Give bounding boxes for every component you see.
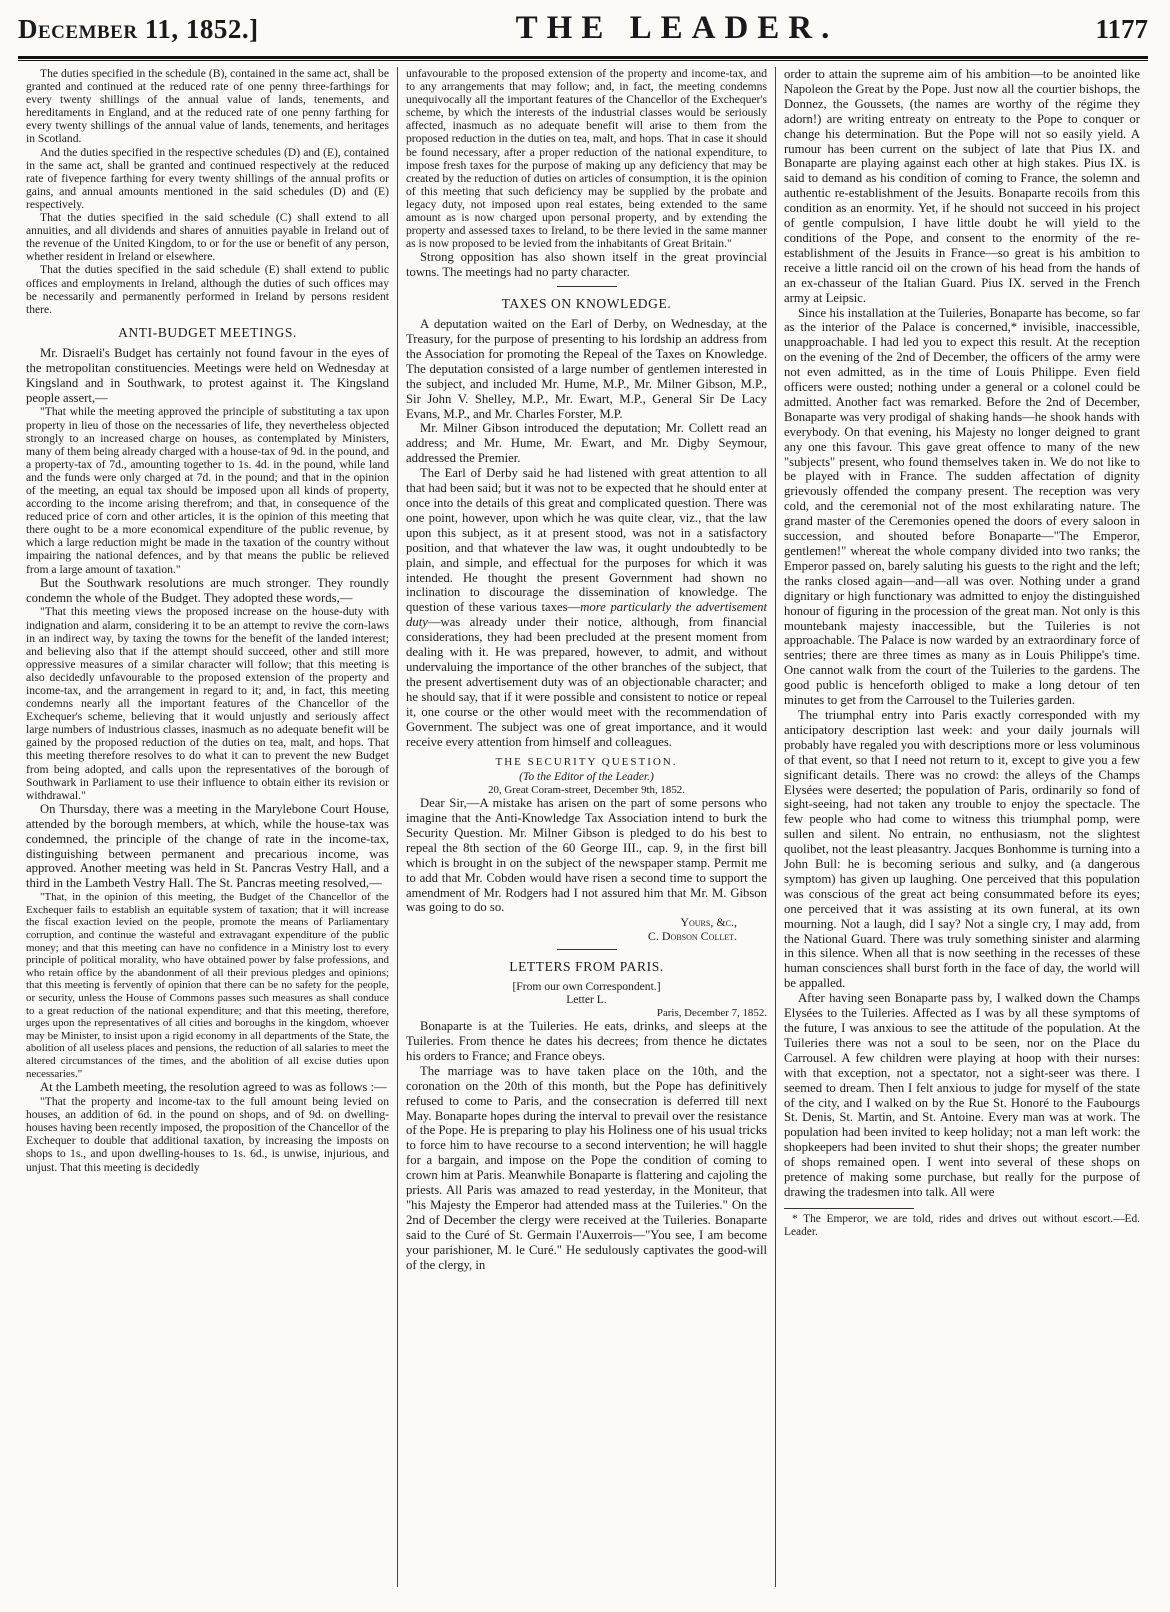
footnote-rule (784, 1208, 914, 1209)
paris-paragraph-2: The marriage was to have taken place on the 10th, and the coronation on the 20th of this month, but the Pope has definitively refused to come to Paris, and the consecration is deferred till next May. Bonaparte hopes during the interval to prevail over the resistance of the Pope. He is preparing to play his Holiness one of his usual tricks to force him to have recourse to a second intervention; he will haggle for a bargain, and impose on the Pope the condition of coming to crown him at Paris. Meanwhile Bonaparte is flattering and cajoling the priests. All Paris was amazed to read yesterday, in the Moniteur, that "his Majesty the Emperor had attended mass at the Tuileries." On the 2nd of December the clergy were received at the Tuileries. Bonaparte said to the Curé of St. Germain l'Auxerrois—"You see, I am become your parishioner, M. le Curé." He sedulously captivates the good-will of the clergy, in (406, 1063, 767, 1272)
column-3 (776, 67, 1148, 1587)
anti-budget-intro: Mr. Disraeli's Budget has certainly not found favour in the eyes of the metropolitan constituencies. Meetings were held on Wednesday at Kingsland and in Southwark, to protest against it. The Kingsland people assert,— (26, 345, 389, 405)
lambeth-intro: At the Lambeth meeting, the resolution agreed to was as follows :— (40, 1080, 387, 1095)
deputation-paragraph: A deputation waited on the Earl of Derby, on Wednesday, at the Treasury, for the purpose of presenting to his lordship an address from the Association for promoting the Repeal of the Taxes on Knowledge. The deputation consisted of a large number of gentlemen interested in the subject, and included Mr. Hume, M.P., Mr. Milner Gibson, M.P., Sir John V. Shelley, M.P., Mr. Ewart, M.P., General Sir De Lacy Evans, M.P., and Mr. Charles Forster, M.P. (406, 317, 767, 421)
budget-schedule-d-e: And the duties specified in the respective schedules (D) and (E), contained in the same act, shall be granted and continued respectively at the reduced rate of fivepence farthing for every twenty shillings of the annual profits or gains, and annual amounts mentioned in the said schedules (D) and (E) respectively. (26, 145, 389, 211)
heading-taxes-on-knowledge: TAXES ON KNOWLEDGE. (501, 296, 672, 312)
page-number: 1177 (1095, 14, 1148, 44)
footnote: * The Emperor, we are told, rides and drives out without escort.—Ed. Leader. (784, 1212, 1140, 1238)
section-rule-2 (557, 949, 617, 950)
milner-gibson-paragraph: Mr. Milner Gibson introduced the deputation; Mr. Collett read an address; and Mr. Hume, Mr. Ewart, and Mr. Digby Seymour, addressed the Premier. (406, 421, 767, 466)
masthead-rule-thick (18, 56, 1148, 59)
collet-letter: Dear Sir,—A mistake has arisen on the part of some persons who imagine that the Anti-Knowledge Tax Association intend to burk the Security Question. Mr. Milner Gibson is pledged to do his best to repeal the 8th section of the 60 George III., cap. 9, in the first bill which is brought in on the subject of the newspaper stamp. Permit me to add that Mr. Cobden would have risen a second time to support the amendment of Mr. Rodgers had I not assured him that Mr. M. Gibson was going to do so. (406, 796, 767, 915)
letter-closing: Yours, &c., (680, 915, 737, 930)
paris-dateline: Paris, December 7, 1852. (656, 1006, 767, 1019)
budget-schedule-c: That the duties specified in the said schedule (C) shall extend to all annuities, and all dividends and shares of annuities payable in Ireland out of the revenue of the United Kingdom, to or for the use or benefit of any person, whether resident in Ireland or elsewhere. (26, 211, 389, 264)
letter-number: Letter L. (566, 993, 607, 1007)
columns (18, 67, 1148, 1587)
kingsland-resolution: "That while the meeting approved the principle of substituting a tax upon property in lieu of those on the necessaries of life, they nevertheless objected strongly to an increased charge on houses, as contemplated by Ministers, many of them being already charged with a house-tax of 9d. in the pound, and a property-tax of 7d., amounting together to 1s. 4d. in the pound, while land and the funds were only charged at 7d. in the pound; and that in the opinion of the meeting, an equal tax should be imposed upon all kinds of property, according to the income arising therefrom; and that, in consequence of the reduced price of corn and other articles, it is the opinion of this meeting that there ought to be a more economical expenditure of the public revenue, by which a large reduction might be made in the taxation of the country without impairing the national defences, and by that means the public be relieved from a large amount of taxation." (26, 405, 389, 576)
provincial-opposition: Strong opposition has also shown itself in the great provincial towns. The meetings had no party character. (406, 250, 767, 280)
paris-paragraph-3: order to attain the supreme aim of his ambition—to be anointed like Napoleon the Great by the Pope. Just now all the courtier bishops, the Donnez, the Goussets, (the names are worthy of the régime they adorn!) are writing entreaty on entreaty to the Pope to conquer or change his determination. But the Pope will not so easily yield. A rumour has been current on the subject of late that Pius IX. and Bonaparte are playing against each other at high stakes. Pius IX. is said to demand as his condition of coming to France, the solemn and authentic re-establishment of the Jesuits. Bonaparte recoils from this condition as an enormity. Yet, if he should not succeed in his project of gentle compulsion, I have little doubt he will yield to the conditions of the Pope, and consent to the enormity of the re-establishment of the Jesuits in France—so great is his ambition to receive a little rancid oil on the crown of his head from the hands of an ex-chasseur of the Italian Guard. Pius IX. served in the French army at Leipsic. (784, 67, 1140, 305)
correspondent-byline: [From our own Correspondent.] (512, 980, 661, 994)
budget-schedule-b: The duties specified in the schedule (B), contained in the same act, shall be granted and continued at the reduced rate of one penny three-farthings for every twenty shillings of the annual value of lands, tenements, and hereditaments in England, and at the reduced rate of one penny farthing for every twenty shillings of the annual value of lands, tenements, and heritages in Scotland. (26, 67, 389, 146)
st-pancras-resolution: "That, in the opinion of this meeting, the Budget of the Chancellor of the Exchequer fails to establish an equitable system of taxation; that it will increase the fiscal exaction levied on the people, promote the means of Parliamentary corruption, and continue the wasteful and extravagant expenditure of the public money; and that this meeting can have no confidence in a Ministry lost to every principle of political morality, who have obtained power by false professions, and who retain office by the abandonment of all their previous pledges and opinions; that this meeting is fervently of opinion that there can be no safety for the people, or security, unless the House of Commons passes such measures as shall conduce to a great reduction of the national expenditure; and that this meeting, therefore, urges upon the representatives of all cities and boroughs in the kingdom, whoever may be Minister, to insist upon a rigid economy in all departments of the State, the abolition of all useless places and pensions, the reduction of all salaries to meet the altered circumstances of the times, and the abolition of all excise duties upon necessaries." (26, 891, 389, 1080)
derby-reply-italic: more particularly the advertisement duty (406, 600, 767, 630)
paris-paragraph-6: After having seen Bonaparte pass by, I walked down the Champs Elysées to the Tuileries. Affected as I was by all these symptoms of the future, I was anxious to see the attitude of the population. At the Tuileries there was not a soul to be seen, nor on the Place du Carrousel. A few children were playing at hoop with their nurses: with that exception, not a spectator, not a sight-seer was there. I seemed to dream. Then I felt anxious to judge for myself of the state of the city, and I walked on by the Rue St. Honoré to the Faubourgs St. Denis, St. Martin, and St. Antoine. Every man was at work. The population had been invited to keep holiday; not a man left work: the shopkeepers had been invited to shut their shops; the greater number of shops remained open. I went into several of these shops on pretence of making some purchase, but really for the purpose of drawing the tradesmen into talk. All were (784, 991, 1140, 1199)
newspaper-title: THE LEADER. (515, 10, 839, 46)
editor-note: (To the Editor of the Leader.) (519, 770, 654, 784)
column-2 (398, 67, 776, 1587)
derby-reply-part-2: —was already under their notice, although, from financial considerations, they had been precluded at the present moment from dealing with it. He was prepared, however, to admit, and without undervaluing the importance of the other branches of the subject, that the present advertisement duty was of an objectionable character; and he should say, that if it were possible and consistent to notice or repeal it, one course or the other would meet with the recommendation of Government. The subject was one of great importance, and it would receive every attention from himself and colleagues. (406, 615, 767, 749)
earl-of-derby-reply (406, 466, 767, 749)
issue-date: December 11, 1852.] (18, 14, 259, 44)
derby-reply-part-1: The Earl of Derby said he had listened with great attention to all that had been said; but it was not to be expected that he should enter at once into the details of this great and complicated question. There was one point, however, upon which he was quite clear, viz., that the law upon this subject, as it at present stood, was not in a satisfactory position, and that whatever the law was, it ought undoubtedly to be plain, and simple, and effectual for the purposes for which it was intended. He thought the present Government had shown no inclination to discourage the dissemination of knowledge. The question of these various taxes— (406, 466, 767, 615)
southwark-resolution: "That this meeting views the proposed increase on the house-duty with indignation and alarm, considering it to be an attempt to revive the corn-laws in an indirect way, by taxing the towns for the benefit of the landed interest; and believing also that if the attempt should succeed, other and still more oppressive measures of a similar character will follow; that this meeting is also decidedly unfavourable to the proposed extension of the property and income-tax, and the arrangement in regard to it; and, in fact, this meeting condemns nearly all the important features of the Chancellor of the Exchequer's scheme, believing that it would unjustly and seriously affect large numbers of industrious classes, inasmuch as no adequate benefit will be gained by the proposed reduction of the duties on tea, malt, and hops. That this meeting therefore resolves to do what it can to prevent the new Budget from being adopted, and calls upon the representatives of the borough of Southwark in Parliament to use their influence to obtain either its revision or withdrawal." (26, 605, 389, 802)
marylebone-paragraph: On Thursday, there was a meeting in the Marylebone Court House, attended by the borough members, at which, while the house-tax was condemned, the principle of the change of rate in the income-tax, distinguishing between permanent and precarious income, was approved. Another meeting was held in St. Pancras Vestry Hall, and a third in the Lambeth Vestry Hall. The St. Pancras meeting resolved,— (26, 801, 389, 891)
heading-security-question: THE SECURITY QUESTION. (495, 756, 678, 769)
heading-letters-from-paris: LETTERS FROM PARIS. (509, 959, 664, 975)
masthead-rule-thin (18, 60, 1148, 61)
paris-paragraph-1: Bonaparte is at the Tuileries. He eats, drinks, and sleeps at the Tuileries. From thence he dates his decrees; from thence he dictates his orders to France; and France obeys. (406, 1019, 767, 1063)
paris-paragraph-4: Since his installation at the Tuileries, Bonaparte has become, so far as the interior of the Palace is concerned,* invisible, inaccessible, unapproachable. I had led you to expect this result. At the reception on the evening of the 2nd of December, the officers of the army were not even admitted, as in the time of Louis Philippe. Even field officers were ousted; nothing under a general or a colonel could be admitted. Another fact was remarked. Before the 2nd of December, Bonaparte was very prodigal of shaking hands—he shook hands with everybody. On that evening, his Majesty no longer deigned to grant any one this favour. This gave great offence to many of the new "subjects" present, who found themselves taken in. We do not like to be played with in France. The sudden affectation of dignity grievously offended the company present. The reception was very cold, and the ceremonial not of the most exhilarating nature. The grand master of the Ceremonies opened the doors of every saloon in succession, and shouted before Bonaparte—"The Emperor, gentlemen!" whereat the whole company divided into two ranks; the Emperor passed on, barely saluting his guests to the right and the left; the ranks closed again—and—all was over. Nothing under a grand dignitary or high functionary was admitted to enjoy the distinguished honour of figuring in the procession of the great man. Not only is this mountebank majesty inaccessible, but the Tuileries is not approachable. The Palace is now warded by an extraordinary force of sentries; there are three times as many as in Louis Philippe's time. One cannot walk from the court of the Tuileries to the gardens. The good public is henceforth obliged to make a long detour of ten minutes to get from the Carrousel to the Tuileries garden. (784, 305, 1140, 708)
column-1 (18, 67, 398, 1587)
section-rule (557, 286, 617, 287)
letter-dateline: 20, Great Coram-street, December 9th, 1852. (488, 783, 685, 796)
lambeth-resolution: "That the property and income-tax to the full amount being levied on houses, an addition of 6d. in the pound on shops, and of 9d. on dwelling-houses having been recently imposed, the proposition of the Chancellor of the Exchequer to double that additional taxation, by increasing the imposts on shops to 1s., and upon dwelling-houses to 1s. 6d., is unwise, injurious, and unjust. That this meeting is decidedly (26, 1095, 389, 1174)
lambeth-resolution-continued: unfavourable to the proposed extension of the property and income-tax, and to any arrangements that may follow; and, in fact, the meeting condemns unequivocally all the important features of the Chancellor of the Exchequer's scheme, by which the interests of the industrial classes would be seriously affected, inasmuch as no adequate benefit will arise to them from the proposed reduction in the duties on tea, malt, and hops. That in case it should be found necessary, after a proper reduction of the national expenditure, to impose fresh taxes for the purpose of making up any deficiency that may be created by the reduction of duties on articles of consumption, it is the opinion of this meeting that such deficiency may be supplied by the probate and legacy duty, not imposed upon real estates, being extended to the same amount as is now charged upon personal property, and by extending the property and assessed taxes to Ireland, to be there levied in the same manner as is now proposed to be levied from the inhabitants of Great Britain." (406, 67, 767, 251)
paris-paragraph-5: The triumphal entry into Paris exactly corresponded with my anticipatory description last week: and your daily journals will probably have regaled you with descriptions more or less voluminous of that event, so that I need not return to it, except to give you a few significant details. There was no crowd: the alleys of the Champs Elysées were deserted; the population of Paris, ordinarily so fond of sight-seeing, had not taken any trouble to enjoy the spectacle. The few people who had come to witness this triumphal pomp, were sullen and silent. No entrain, no enthusiasm, not the slightest quolibet, not the least pleasantry. Jacques Bonhomme is turning into a John Bull: he is becoming serious and sulky, and (a dangerous symptom) has given up laughing. One perceived that this population was conscious of the great act being consummated before its eyes; one perceived that it was assisting at its own funeral, at its own mourning. Not a laugh, did I say? Not a single cry, I may add, from the National Guard. There was truly something sinister and alarming in this silence. When all that is now seething in the recesses of these human consciences shall burst forth in the face of day, the world will be appalled. (784, 707, 1140, 991)
letter-signature: C. Dobson Collet. (647, 929, 737, 944)
budget-schedule-e: That the duties specified in the said schedule (E) shall extend to public offices and employments in Ireland, although the duties of such offices may be necessarily and permanently performed in Ireland by persons resident there. (26, 263, 389, 316)
masthead (18, 10, 1148, 54)
southwark-intro: But the Southwark resolutions are much stronger. They roundly condemn the whole of the Budget. They adopted these words,— (26, 575, 389, 605)
heading-anti-budget-meetings: ANTI-BUDGET MEETINGS. (118, 324, 297, 340)
